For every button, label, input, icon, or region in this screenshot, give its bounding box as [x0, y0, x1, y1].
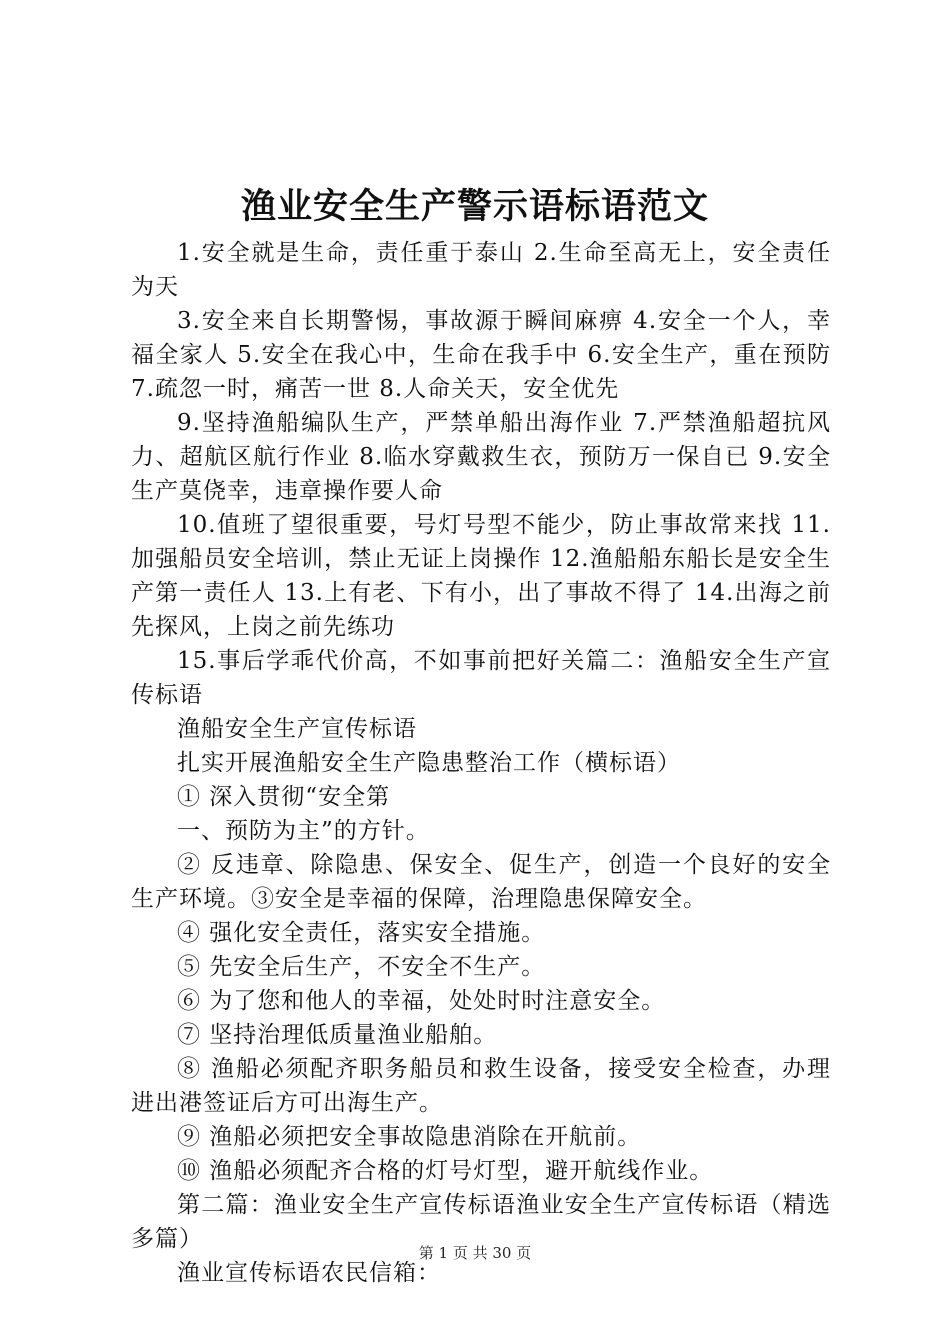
paragraph: 15.事后学乖代价高，不如事前把好关篇二：渔船安全生产宣传标语	[131, 648, 831, 708]
paragraph: ② 反违章、除隐患、保安全、促生产，创造一个良好的安全生产环境。③安全是幸福的保障，治理隐患保障安全。	[131, 852, 831, 912]
paragraph: 10.值班了望很重要，号灯号型不能少，防止事故常来找 11.加强船员安全培训，禁止无证上岗操作 12.渔船船东船长是安全生产第一责任人 13.上有老、下有小，出了事故不得了 14.出海之前先探风，上岗之前先练功	[131, 512, 831, 640]
paragraph: ⑧ 渔船必须配齐职务船员和救生设备，接受安全检查，办理进出港签证后方可出海生产。	[131, 1056, 831, 1116]
paragraph: 1.安全就是生命，责任重于泰山 2.生命至高无上，安全责任为天	[131, 240, 831, 300]
document-body	[131, 236, 831, 1290]
paragraph: 扎实开展渔船安全生产隐患整治工作（横标语）	[177, 750, 681, 776]
paragraph: ⑨ 渔船必须把安全事故隐患消除在开航前。	[177, 1124, 642, 1150]
paragraph: ① 深入贯彻“安全第	[177, 784, 391, 810]
paragraph: ⑤ 先安全后生产，不安全不生产。	[177, 954, 546, 980]
paragraph: ⑥ 为了您和他人的幸福，处处时时注意安全。	[177, 988, 666, 1014]
paragraph: ④ 强化安全责任，落实安全措施。	[177, 920, 546, 946]
paragraph: 9.坚持渔船编队生产，严禁单船出海作业 7.严禁渔船超抗风力、超航区航行作业 8.临水穿戴救生衣，预防万一保自已 9.安全生产莫侥幸，违章操作要人命	[131, 410, 831, 504]
paragraph: ⑩ 渔船必须配齐合格的灯号灯型，避开航线作业。	[177, 1158, 714, 1184]
document-title: 渔业安全生产警示语标语范文	[240, 186, 709, 227]
paragraph: ⑦ 坚持治理低质量渔业船舶。	[177, 1022, 498, 1048]
paragraph: 渔船安全生产宣传标语	[177, 716, 417, 742]
page-footer: 第 1 页 共 30 页	[418, 1244, 532, 1262]
paragraph: 第二篇：渔业安全生产宣传标语渔业安全生产宣传标语（精选多篇）	[131, 1192, 831, 1252]
paragraph: 3.安全来自长期警惕，事故源于瞬间麻痹 4.安全一个人，幸福全家人 5.安全在我心中，生命在我手中 6.安全生产，重在预防 7.疏忽一时，痛苦一世 8.人命关天，安全优先	[131, 308, 831, 402]
paragraph: 渔业宣传标语农民信箱：	[177, 1260, 441, 1286]
paragraph: 一、预防为主”的方针。	[177, 818, 430, 844]
